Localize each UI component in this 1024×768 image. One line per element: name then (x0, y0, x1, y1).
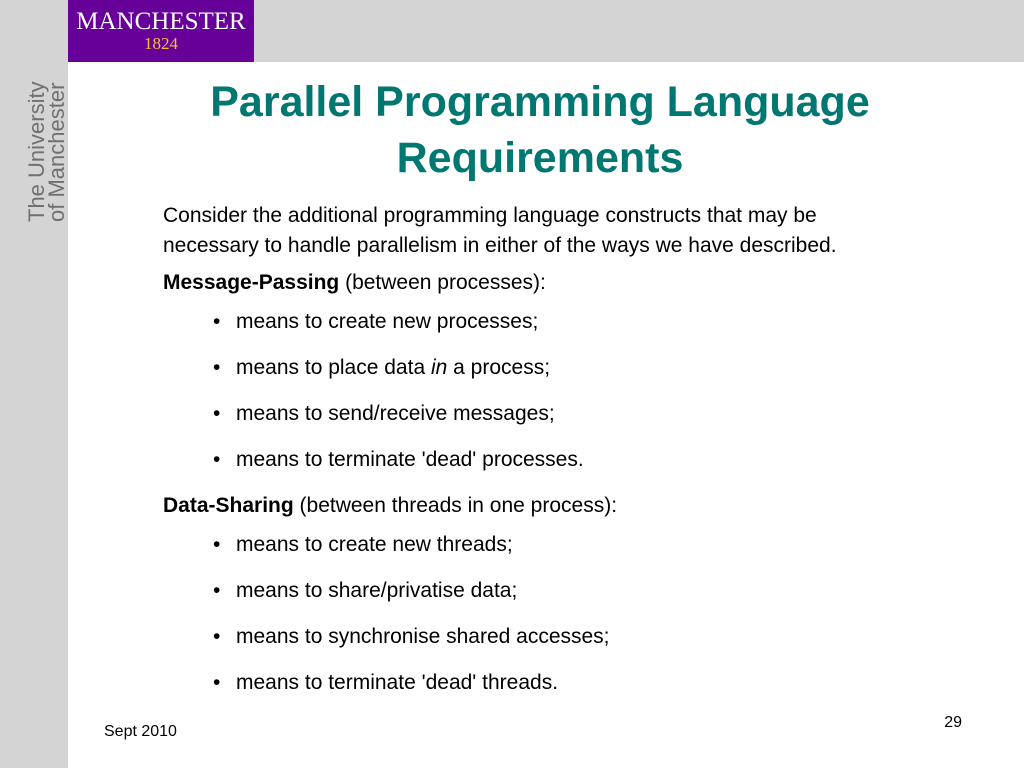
list-item-text: means to synchronise shared accesses; (236, 625, 610, 648)
vertical-text-line2: of Manchester (44, 82, 69, 222)
section-title: Data-Sharing (163, 494, 294, 517)
list-item (213, 530, 1003, 560)
list-item (213, 668, 1003, 698)
list-item-text: means to create new threads; (236, 533, 513, 556)
list-item (213, 399, 1003, 429)
bullet-icon: • (213, 356, 221, 379)
list-item-text: means to create new processes; (236, 310, 539, 333)
slide-title (80, 74, 1000, 186)
list-item-text: means to send/receive messages; (236, 402, 555, 425)
bullet-icon: • (213, 625, 221, 648)
intro-paragraph (163, 201, 1003, 261)
list-item (213, 445, 1003, 475)
manchester-logo (68, 0, 254, 62)
intro-line2: necessary to handle parallelism in either of the ways we have described. (163, 234, 837, 257)
bullet-icon: • (213, 402, 221, 425)
bullet-icon: • (213, 533, 221, 556)
list-item-text: means to share/privatise data; (236, 579, 518, 602)
section-heading-data-sharing (163, 491, 1003, 521)
section-note: (between processes): (339, 271, 546, 294)
title-line1: Parallel Programming Language (210, 78, 870, 126)
slide-body (163, 201, 1003, 714)
logo-wordmark: MANCHESTER (76, 8, 246, 35)
list-item-emphasis: in (430, 356, 448, 379)
bullet-icon: • (213, 448, 221, 471)
section-heading-message-passing (163, 268, 1003, 298)
list-item-text-after: a process; (447, 356, 551, 379)
list-item (213, 622, 1003, 652)
title-line2: Requirements (396, 134, 684, 182)
list-item-text: means to terminate 'dead' processes. (236, 448, 584, 471)
section-note: (between threads in one process): (293, 494, 618, 517)
university-vertical-text (2, 66, 69, 226)
bullet-icon: • (213, 579, 221, 602)
section-title: Message-Passing (163, 271, 340, 294)
list-item-text: means to terminate 'dead' threads. (236, 671, 559, 694)
list-item-text-before: means to place data (236, 356, 431, 379)
bullet-icon: • (213, 671, 221, 694)
bullet-list-message-passing (163, 307, 1003, 475)
page-number: 29 (944, 714, 962, 731)
vertical-text-line1: The University (24, 81, 49, 222)
footer-date: Sept 2010 (104, 723, 177, 740)
intro-line1: Consider the additional programming language constructs that may be (163, 204, 817, 227)
bullet-list-data-sharing (163, 530, 1003, 698)
list-item (213, 576, 1003, 606)
list-item (213, 307, 1003, 337)
logo-year: 1824 (144, 34, 178, 53)
bullet-icon: • (213, 310, 221, 333)
list-item (213, 353, 1003, 383)
